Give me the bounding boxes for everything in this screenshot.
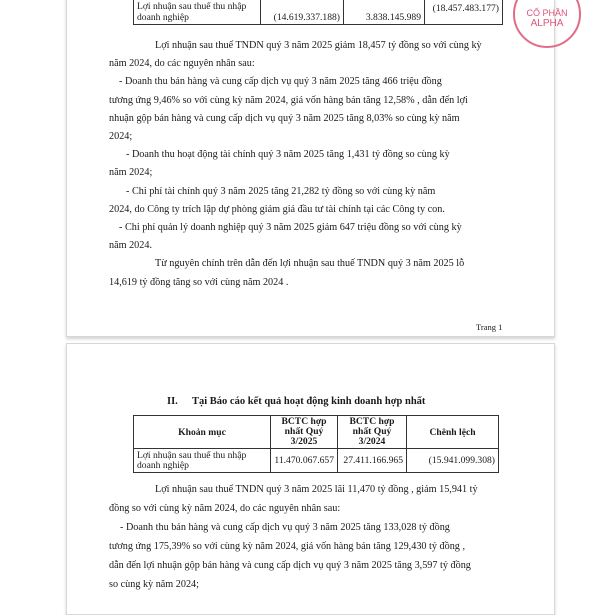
profit-table-consolidated (133, 415, 499, 473)
paragraph-line: - Doanh thu bán hàng và cung cấp dịch vụ quý 3 năm 2025 tăng 466 triệu đồng (119, 76, 442, 88)
paragraph-line: tương ứng 9,46% so với cùng kỳ năm 2024, giá vốn hàng bán tăng 12,58% , dẫn đến lợi (109, 94, 468, 106)
paragraph-line: so cùng kỳ năm 2024; (109, 579, 199, 590)
cell-q3-2024: 3.838.145.989 (344, 0, 425, 25)
cell-q3-2025: 11.470.067.657 (271, 449, 338, 473)
cell-q3-2024: 27.411.166.965 (338, 449, 407, 473)
paragraph-line: đồng so với cùng kỳ năm 2024, do các nguyên nhân sau: (109, 503, 341, 514)
header-q3-2025: BCTC hợp nhất Quý 3/2025 (271, 416, 338, 449)
paragraph-line: - Chi phí quản lý doanh nghiệp quý 3 năm 2025 giảm 647 triệu đồng so với cùng kỳ (119, 222, 462, 233)
row-label-line1: Lợi nhuận sau thuế thu nhập (137, 1, 247, 12)
paragraph-line: năm 2024; (109, 167, 153, 179)
paragraph-line: - Chi phí tài chính quý 3 năm 2025 tăng 21,282 tỷ đồng so với cùng kỳ năm (126, 185, 436, 197)
table-row (134, 449, 499, 473)
paragraph-line: - Doanh thu hoạt động tài chính quý 3 năm 2025 tăng 1,431 tỷ đồng so cùng kỳ (126, 149, 450, 161)
paragraph-line: năm 2024. (109, 240, 153, 252)
cell-q3-2025: (14.619.337.188) (261, 0, 344, 25)
section-title: Tại Báo cáo kết quả hoạt động kinh doanh hợp nhất (192, 396, 426, 407)
header-difference: Chênh lệch (407, 416, 499, 449)
paragraph-line: 2024, do Công ty trích lập dự phòng giảm giá đầu tư tài chính tại các Công ty con. (109, 203, 445, 215)
row-label (134, 0, 261, 25)
section-number: II. (167, 396, 178, 407)
paragraph-line: tương ứng 175,39% so với cùng kỳ năm 2024, giá vốn hàng bán tăng 129,430 tỷ đồng , (109, 541, 465, 552)
cell-difference: (18.457.483.177) (425, 0, 503, 25)
table-header-row (134, 416, 499, 449)
header-item: Khoản mục (134, 416, 271, 449)
paragraph-line: Lợi nhuận sau thuế TNDN quý 3 năm 2025 lãi 11,470 tỷ đồng , giảm 15,941 tỷ (155, 484, 478, 495)
profit-table-parent (133, 0, 503, 25)
page-number: Trang 1 (476, 322, 503, 332)
cell-difference: (15.941.099.308) (407, 449, 499, 473)
paragraph-line: 2024; (109, 131, 133, 142)
row-label: Lợi nhuận sau thuế thu nhập doanh nghiệp (134, 449, 271, 473)
header-q3-2024: BCTC hợp nhất Quý 3/2024 (338, 416, 407, 449)
table-row (134, 0, 503, 25)
document-page-2 (66, 343, 555, 615)
paragraph-line: Từ nguyên chính trên dẫn đến lợi nhuận sau thuế TNDN quý 3 năm 2025 lỗ (155, 258, 465, 270)
paragraph-line: nhuận gộp bán hàng và cung cấp dịch vụ quý 3 năm 2025 tăng 8,03% so cùng kỳ năm (109, 112, 460, 124)
stamp-line2: ALPHA (530, 18, 564, 29)
paragraph-line: Lợi nhuận sau thuế TNDN quý 3 năm 2025 giảm 18,457 tỷ đồng so với cùng kỳ (155, 40, 482, 51)
row-label-line2: doanh nghiệp (137, 12, 189, 23)
paragraph-line: dẫn đến lợi nhuận gộp bán hàng và cung cấp dịch vụ quý 3 năm 2025 tăng 3,597 tỷ đồng (109, 560, 471, 571)
paragraph-line: 14,619 tỷ đồng tăng so với cùng năm 2024 . (109, 276, 289, 288)
stamp-line1: CỔ PHẦN (526, 8, 568, 18)
paragraph-line: - Doanh thu bán hàng và cung cấp dịch vụ quý 3 năm 2025 tăng 133,028 tỷ đồng (120, 522, 450, 533)
paragraph-line: năm 2024, do các nguyên nhân sau: (109, 58, 255, 70)
